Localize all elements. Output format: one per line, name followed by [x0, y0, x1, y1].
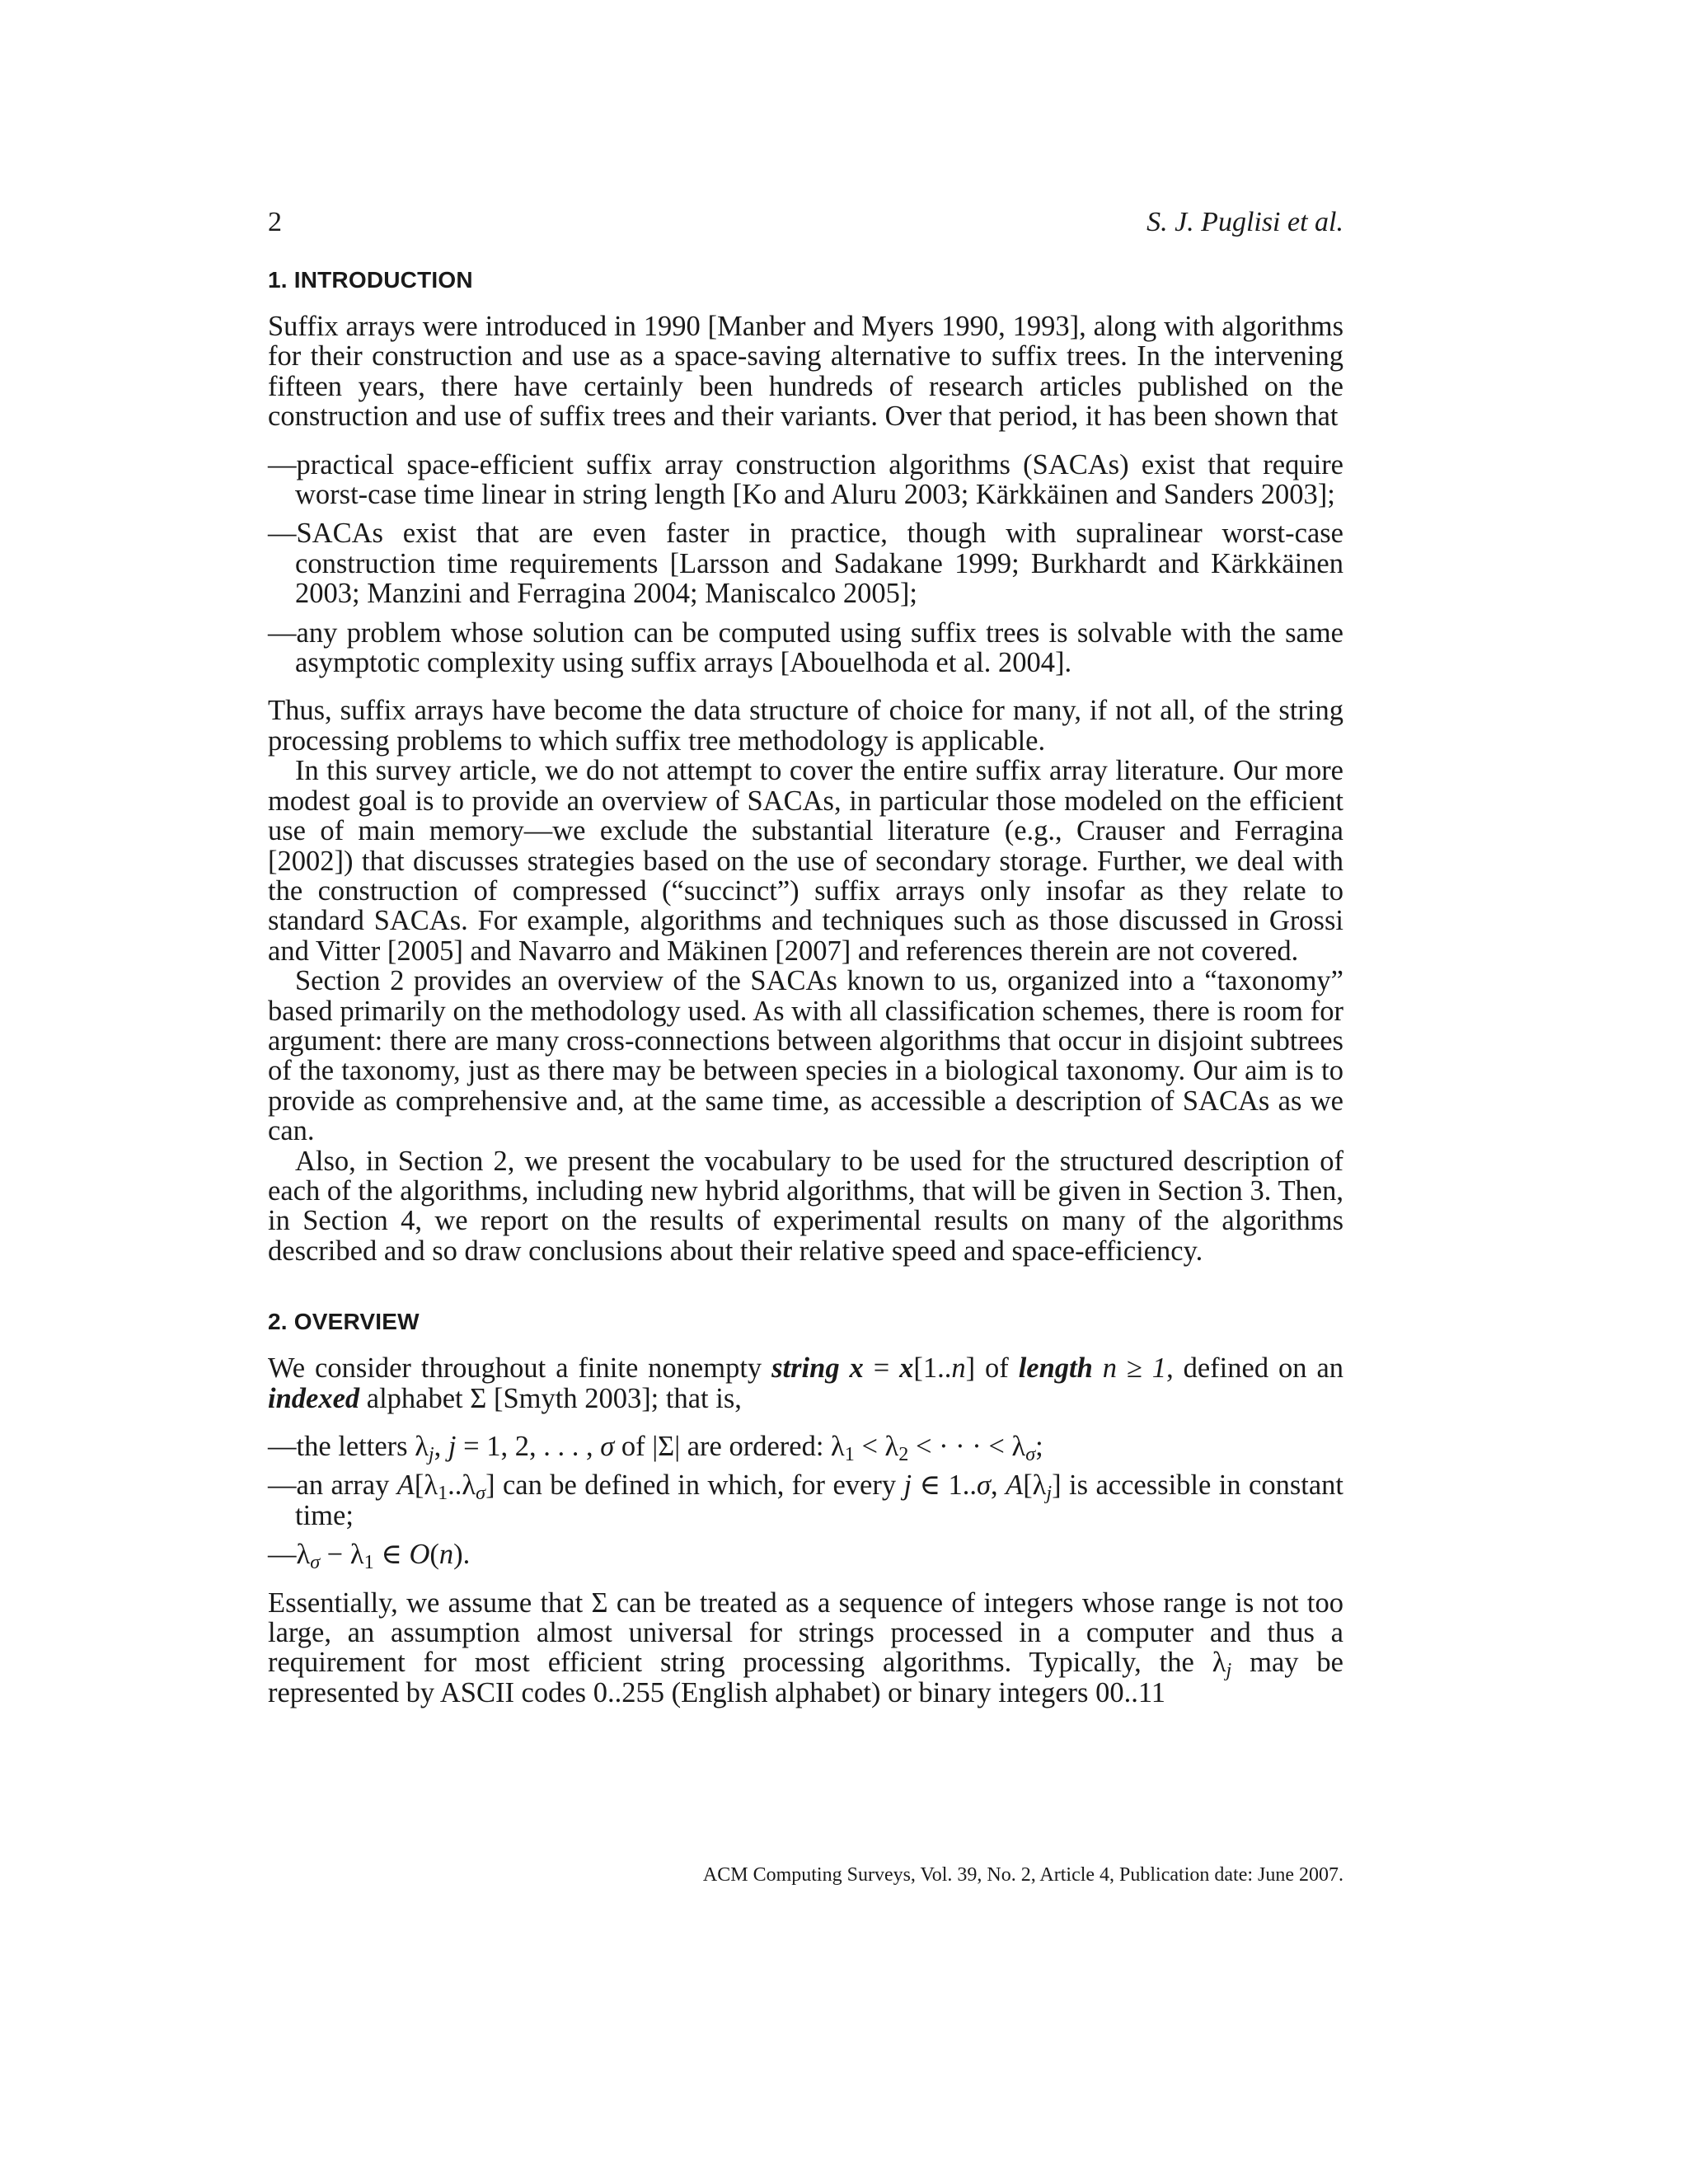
body-text: [268, 265, 1343, 1708]
intro-paragraph-1: Suffix arrays were introduced in 1990 [Manber and Myers 1990, 1993], along with algorithms for their construction and use as a space-saving alternative to suffix trees. In the intervening fifteen years, there have certainly been hundreds of research articles published on the construction and use of suffix trees and their variants. Over that period, it has been shown that: [268, 311, 1343, 433]
running-header: [268, 202, 1343, 243]
overview-paragraph-2: Essentially, we assume that Σ can be treated as a sequence of integers whose range is not too large, an assumption almost universal for strings processed in a computer and thus a requirement for most efficient string processing algorithms. Typically, the $\lambda_j$ may be represented by ASCII codes 0..255 (English alphabet) or binary integers 00..11: [268, 1586, 1343, 1708]
list-item: —the letters $\lambda_j$, j = 1, 2, . . . , σ of |Σ| are ordered: $\lambda_1 < \lambda_2$ < · · · < $\lambda_\sigma$;: [268, 1431, 1043, 1466]
list-item: —any problem whose solution can be computed using suffix trees is solvable with the same asymptotic complexity using suffix arrays [Abouelhoda et al. 2004].: [268, 616, 1343, 679]
intro-bullet-list: [268, 450, 1343, 678]
running-head-authors: S. J. Puglisi et al.: [1146, 207, 1343, 237]
journal-footer: ACM Computing Surveys, Vol. 39, No. 2, Article 4, Publication date: June 2007.: [702, 1864, 1343, 1886]
overview-paragraph-1: We consider throughout a finite nonempty string x = x[1..n] of length n ≥ 1, defined on an indexed alphabet Σ [Smyth 2003]; that is,: [268, 1352, 1344, 1414]
list-item: —practical space-efficient suffix array construction algorithms (SACAs) exist that require worst-case time linear in string length [Ko and Aluru 2003; Kärkkäinen and Sanders 2003];: [268, 448, 1343, 511]
list-item: —an array $A[\lambda_1..\lambda_\sigma]$ can be defined in which, for every j ∈ 1..σ, $A[\lambda_j]$ is accessible in constant time;: [268, 1469, 1344, 1531]
list-item: $—\lambda_\sigma - \lambda_1$ ∈ O(n).: [268, 1539, 471, 1574]
term-indexed: indexed: [268, 1382, 360, 1414]
overview-bullet-list: [268, 1431, 1344, 1574]
intro-paragraph-5: Also, in Section 2, we present the vocabulary to be used for the structured description of each of the algorithms, including new hybrid algorithms, that will be given in Section 3. Then, in Section 4, we report on the results of experimental results on many of the algorithms described and so draw conclusions about their relative speed and space-efficiency.: [268, 1145, 1343, 1267]
section-heading-overview: 2. OVERVIEW: [268, 1309, 420, 1335]
list-item: —SACAs exist that are even faster in practice, though with supralinear worst-case construction time requirements [Larsson and Sadakane 1999; Burkhardt and Kärkkäinen 2003; Manzini and Ferragina 2004; Maniscalco 2005];: [268, 518, 1343, 610]
term-length: length: [1018, 1352, 1093, 1385]
term-string: string x: [771, 1352, 864, 1385]
section-heading-introduction: 1. INTRODUCTION: [268, 267, 473, 293]
intro-paragraph-3: In this survey article, we do not attempt to cover the entire suffix array literature. Our more modest goal is to provide an overview of SACAs, in particular those modeled on the efficient use of main memory—we exclude the substantial literature (e.g., Crauser and Ferragina [2002]) that discusses strategies based on the use of secondary storage. Further, we deal with the construction of compressed (“succinct”) suffix arrays only insofar as they relate to standard SACAs. For example, algorithms and techniques such as those discussed in Grossi and Vitter [2005] and Navarro and Mäkinen [2007] and references therein are not covered.: [268, 755, 1343, 967]
page-number: 2: [268, 207, 282, 237]
intro-paragraph-4: Section 2 provides an overview of the SACAs known to us, organized into a “taxonomy” based primarily on the methodology used. As with all classification schemes, there is room for argument: there are many cross-connections between algorithms that occur in disjoint subtrees of the taxonomy, just as there may be between species in a biological taxonomy. Our aim is to provide as comprehensive and, at the same time, as accessible a description of SACAs as we can.: [268, 965, 1343, 1147]
intro-paragraph-2: Thus, suffix arrays have become the data structure of choice for many, if not all, of the string processing problems to which suffix tree methodology is applicable.: [268, 695, 1343, 757]
